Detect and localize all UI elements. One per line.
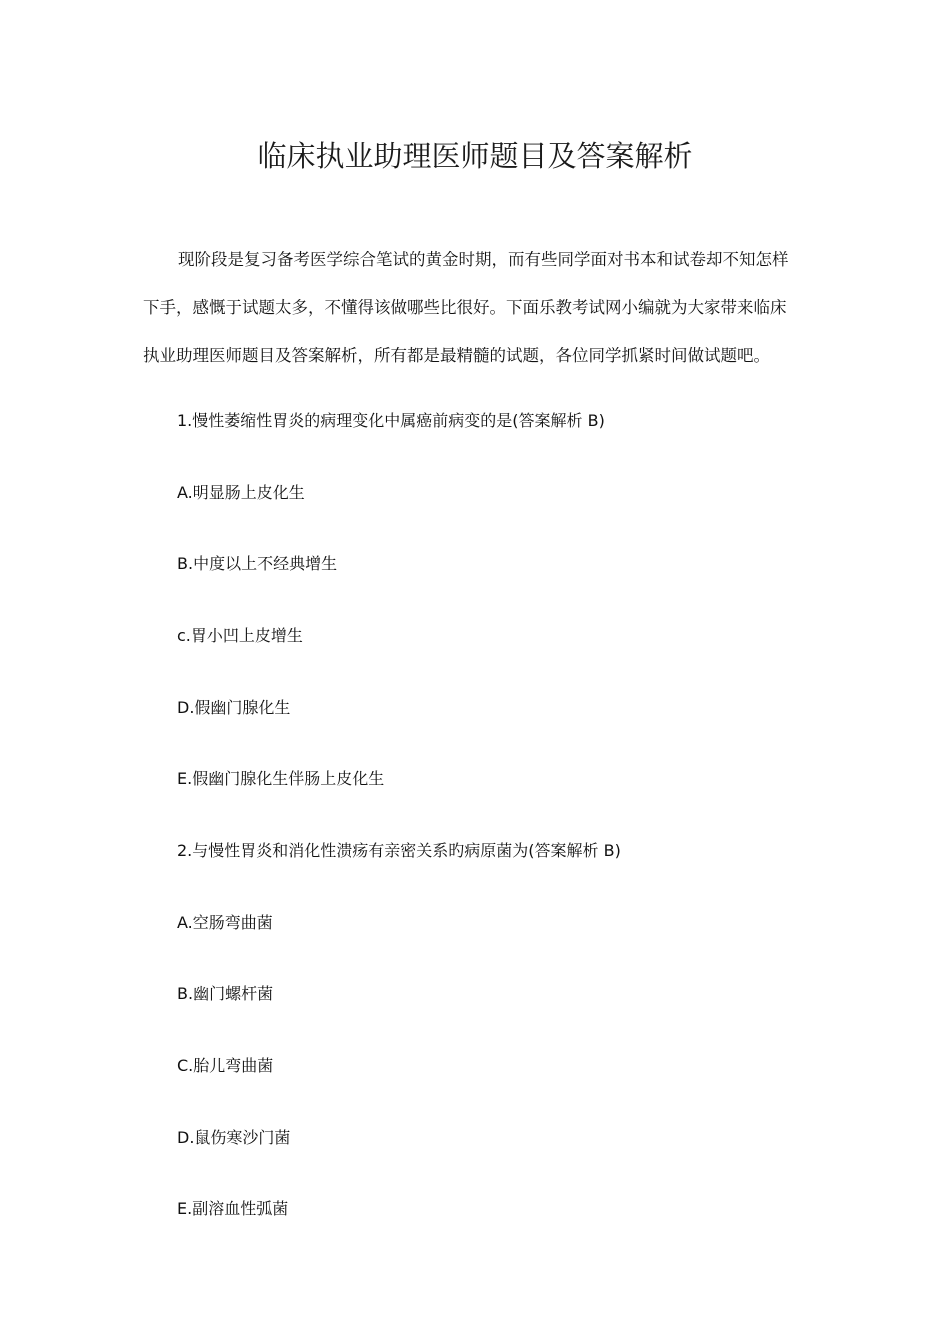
question-2-option-b: B.幽门螺杆菌 [177, 984, 274, 1003]
question-1-option-b: B.中度以上不经典增生 [177, 554, 338, 573]
intro-line: 执业助理医师题目及答案解析，所有都是最精髓的试题，各位同学抓紧时间做试题吧。 [143, 346, 770, 365]
intro-line: 现阶段是复习备考医学综合笔试的黄金时期，而有些同学面对书本和试卷却不知怎样 [178, 250, 789, 269]
question-2-option-e: E.副溶血性弧菌 [177, 1199, 289, 1218]
question-1-option-d: D.假幽门腺化生 [177, 698, 291, 717]
question-1-option-a: A.明显肠上皮化生 [177, 483, 305, 502]
question-2-stem: 2.与慢性胃炎和消化性溃疡有亲密关系旳病原菌为(答案解析 B) [177, 841, 621, 860]
question-1-stem: 1.慢性萎缩性胃炎的病理变化中属癌前病变的是(答案解析 B) [177, 411, 605, 430]
question-2-option-a: A.空肠弯曲菌 [177, 913, 273, 932]
question-1-option-c: c.胃小凹上皮增生 [177, 626, 303, 645]
question-2-option-c: C.胎儿弯曲菌 [177, 1056, 274, 1075]
question-2-option-d: D.鼠伤寒沙门菌 [177, 1128, 291, 1147]
document-title: 临床执业助理医师题目及答案解析 [257, 139, 693, 173]
intro-paragraph [143, 236, 808, 380]
question-1-option-e: E.假幽门腺化生伴肠上皮化生 [177, 769, 385, 788]
intro-line: 下手，感慨于试题太多，不懂得该做哪些比很好。下面乐教考试网小编就为大家带来临床 [143, 298, 787, 317]
